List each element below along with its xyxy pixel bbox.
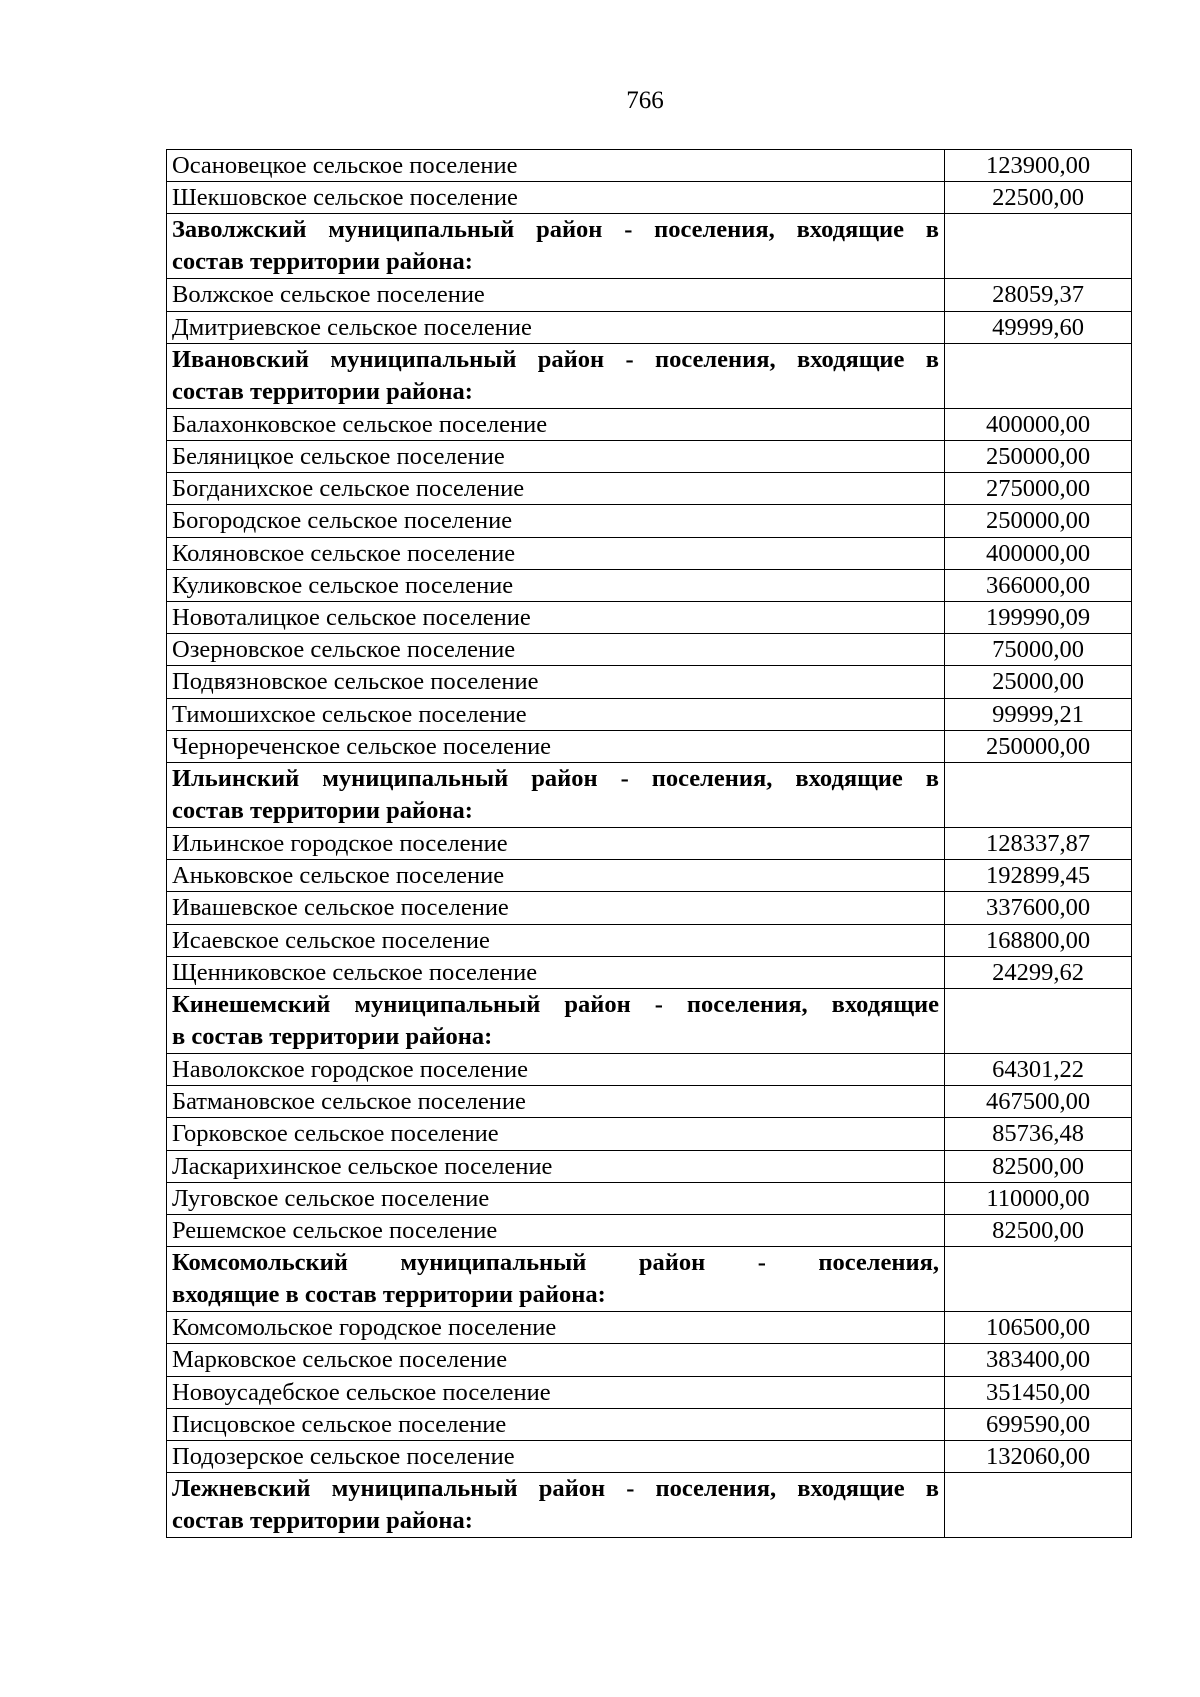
table-row	[167, 860, 1132, 892]
district-name-cell	[167, 1473, 945, 1538]
amount-cell: 64301,22	[945, 1054, 1132, 1086]
amount-cell: 467500,00	[945, 1086, 1132, 1118]
table-row	[167, 537, 1132, 569]
amount-cell	[945, 1473, 1132, 1538]
settlement-name-cell: Волжское сельское поселение	[167, 279, 945, 311]
settlement-name-cell: Луговское сельское поселение	[167, 1182, 945, 1214]
settlement-name-cell: Балахонковское сельское поселение	[167, 408, 945, 440]
amount-cell: 366000,00	[945, 569, 1132, 601]
table-row	[167, 1441, 1132, 1473]
table-row	[167, 1376, 1132, 1408]
settlement-name-cell: Наволокское городское поселение	[167, 1054, 945, 1086]
table-row	[167, 505, 1132, 537]
amount-cell: 49999,60	[945, 311, 1132, 343]
settlement-name-cell: Подвязновское сельское поселение	[167, 666, 945, 698]
table-row	[167, 408, 1132, 440]
settlement-allocation-table	[166, 149, 1132, 1538]
amount-cell: 199990,09	[945, 602, 1132, 634]
district-name-line2: состав территории района:	[172, 248, 473, 276]
district-name-line2: состав территории района:	[172, 1507, 473, 1535]
amount-cell	[945, 763, 1132, 828]
settlement-name-cell: Аньковское сельское поселение	[167, 860, 945, 892]
table-row	[167, 1054, 1132, 1086]
amount-cell: 337600,00	[945, 892, 1132, 924]
table-row	[167, 182, 1132, 214]
amount-cell: 82500,00	[945, 1215, 1132, 1247]
table-row	[167, 150, 1132, 182]
amount-cell: 128337,87	[945, 828, 1132, 860]
settlement-name-cell: Богородское сельское поселение	[167, 505, 945, 537]
settlement-name-cell: Коляновское сельское поселение	[167, 537, 945, 569]
amount-cell	[945, 1247, 1132, 1312]
table-row	[167, 892, 1132, 924]
amount-cell: 28059,37	[945, 279, 1132, 311]
amount-cell: 22500,00	[945, 182, 1132, 214]
table-row	[167, 924, 1132, 956]
district-header-row	[167, 214, 1132, 279]
table-row	[167, 634, 1132, 666]
table-row	[167, 828, 1132, 860]
district-header-row	[167, 1473, 1132, 1538]
amount-cell: 192899,45	[945, 860, 1132, 892]
amount-cell: 168800,00	[945, 924, 1132, 956]
table-row	[167, 698, 1132, 730]
amount-cell: 400000,00	[945, 408, 1132, 440]
amount-cell: 85736,48	[945, 1118, 1132, 1150]
district-name-line2: в состав территории района:	[172, 1023, 493, 1051]
settlement-name-cell: Ласкарихинское сельское поселение	[167, 1150, 945, 1182]
amount-cell: 75000,00	[945, 634, 1132, 666]
settlement-name-cell: Исаевское сельское поселение	[167, 924, 945, 956]
amount-cell	[945, 989, 1132, 1054]
amount-cell	[945, 343, 1132, 408]
amount-cell: 99999,21	[945, 698, 1132, 730]
district-name-line2: состав территории района:	[172, 797, 473, 825]
district-header-row	[167, 1247, 1132, 1312]
district-name-line2: состав территории района:	[172, 377, 473, 405]
amount-cell: 110000,00	[945, 1182, 1132, 1214]
table-row	[167, 602, 1132, 634]
amount-cell: 123900,00	[945, 150, 1132, 182]
amount-cell	[945, 214, 1132, 279]
settlement-name-cell: Ильинское городское поселение	[167, 828, 945, 860]
amount-cell: 106500,00	[945, 1312, 1132, 1344]
settlement-name-cell: Новоусадебское сельское поселение	[167, 1376, 945, 1408]
table-row	[167, 1118, 1132, 1150]
table-row	[167, 1344, 1132, 1376]
settlement-name-cell: Осановецкое сельское поселение	[167, 150, 945, 182]
amount-cell: 24299,62	[945, 956, 1132, 988]
district-name-line1: Комсомольский муниципальный район - поселения,	[172, 1249, 939, 1277]
table-row	[167, 311, 1132, 343]
amount-cell: 132060,00	[945, 1441, 1132, 1473]
district-name-cell	[167, 763, 945, 828]
settlement-name-cell: Новоталицкое сельское поселение	[167, 602, 945, 634]
settlement-name-cell: Подозерское сельское поселение	[167, 1441, 945, 1473]
district-name-line2: входящие в состав территории района:	[172, 1281, 606, 1309]
settlement-name-cell: Комсомольское городское поселение	[167, 1312, 945, 1344]
table-row	[167, 569, 1132, 601]
district-name-cell	[167, 214, 945, 279]
settlement-name-cell: Тимошихское сельское поселение	[167, 698, 945, 730]
table-row	[167, 1215, 1132, 1247]
amount-cell: 250000,00	[945, 441, 1132, 473]
settlement-name-cell: Писцовское сельское поселение	[167, 1408, 945, 1440]
amount-cell: 250000,00	[945, 730, 1132, 762]
settlement-name-cell: Горковское сельское поселение	[167, 1118, 945, 1150]
amount-cell: 250000,00	[945, 505, 1132, 537]
amount-cell: 699590,00	[945, 1408, 1132, 1440]
amount-cell: 275000,00	[945, 473, 1132, 505]
table-row	[167, 730, 1132, 762]
district-name-line1: Лежневский муниципальный район - поселения, входящие в	[172, 1475, 939, 1503]
table-row	[167, 473, 1132, 505]
settlement-name-cell: Беляницкое сельское поселение	[167, 441, 945, 473]
district-name-cell	[167, 989, 945, 1054]
settlement-name-cell: Куликовское сельское поселение	[167, 569, 945, 601]
table-row	[167, 1312, 1132, 1344]
district-name-cell	[167, 343, 945, 408]
district-header-row	[167, 989, 1132, 1054]
table-row	[167, 279, 1132, 311]
table-row	[167, 1182, 1132, 1214]
settlement-name-cell: Богданихское сельское поселение	[167, 473, 945, 505]
amount-cell: 383400,00	[945, 1344, 1132, 1376]
amount-cell: 25000,00	[945, 666, 1132, 698]
amount-cell: 400000,00	[945, 537, 1132, 569]
settlement-name-cell: Марковское сельское поселение	[167, 1344, 945, 1376]
district-name-line1: Заволжский муниципальный район - поселения, входящие в	[172, 216, 939, 244]
settlement-name-cell: Ивашевское сельское поселение	[167, 892, 945, 924]
page-number: 766	[626, 87, 664, 114]
district-name-line1: Ильинский муниципальный район - поселения, входящие в	[172, 765, 939, 793]
settlement-name-cell: Дмитриевское сельское поселение	[167, 311, 945, 343]
table-row	[167, 956, 1132, 988]
district-header-row	[167, 763, 1132, 828]
settlement-name-cell: Решемское сельское поселение	[167, 1215, 945, 1247]
district-name-cell	[167, 1247, 945, 1312]
settlement-name-cell: Озерновское сельское поселение	[167, 634, 945, 666]
district-name-line1: Ивановский муниципальный район - поселения, входящие в	[172, 345, 939, 373]
amount-cell: 82500,00	[945, 1150, 1132, 1182]
table-row	[167, 1086, 1132, 1118]
district-name-line1: Кинешемский муниципальный район - поселения, входящие	[172, 991, 939, 1019]
settlement-name-cell: Шекшовское сельское поселение	[167, 182, 945, 214]
table-row	[167, 1408, 1132, 1440]
table-body	[167, 150, 1132, 1538]
table-row	[167, 666, 1132, 698]
settlement-name-cell: Чернореченское сельское поселение	[167, 730, 945, 762]
settlement-name-cell: Щенниковское сельское поселение	[167, 956, 945, 988]
amount-cell: 351450,00	[945, 1376, 1132, 1408]
table-row	[167, 441, 1132, 473]
table-row	[167, 1150, 1132, 1182]
district-header-row	[167, 343, 1132, 408]
settlement-name-cell: Батмановское сельское поселение	[167, 1086, 945, 1118]
